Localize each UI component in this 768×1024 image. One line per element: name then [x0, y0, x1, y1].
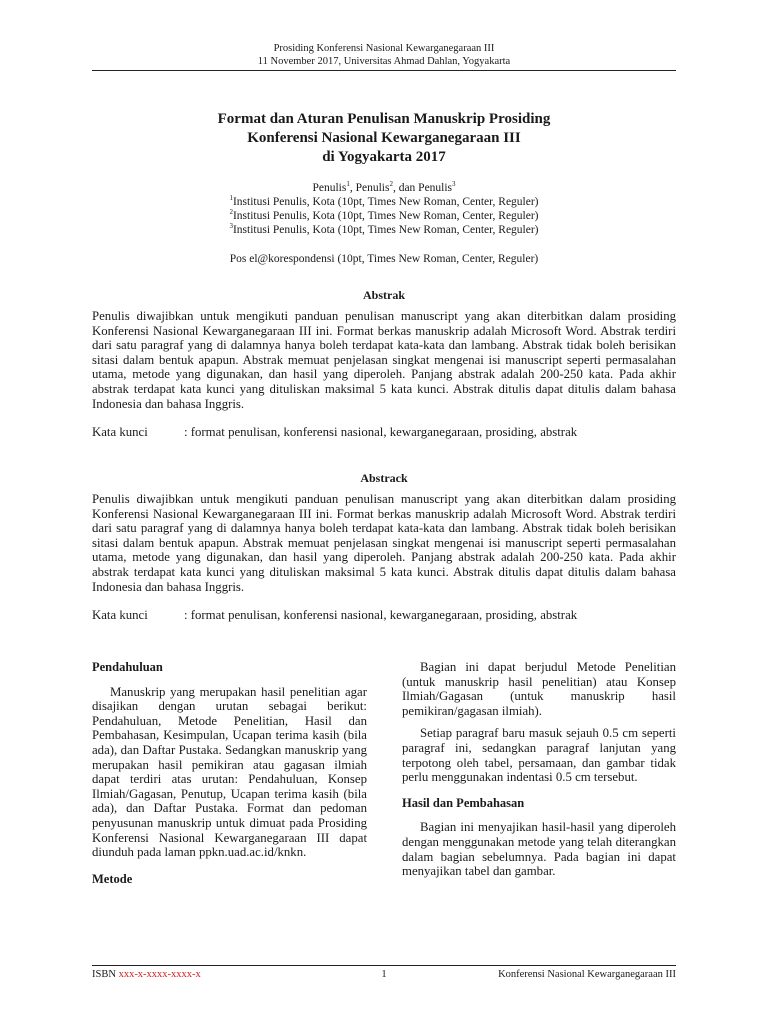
left-column	[92, 660, 367, 886]
keywords-en	[92, 608, 676, 623]
author-2-sup: 2	[389, 180, 393, 189]
keywords-en-label: Kata kunci	[92, 608, 148, 622]
abstract-en-text: Penulis diwajibkan untuk mengikuti panduan penulisan manuscript yang akan diterbitkan dalam prosiding Konferensi Nasional Kewarganegaraan III ini. Format berkas manuskrip adalah Microsoft Word. Abstrak terdiri dari satu paragraf yang di dalamnya hanya boleh terdapat kata-kata dan lambang. Abstrak tidak boleh berisikan sitasi dalam bentuk apapun. Abstrak memuat penjelasan singkat mengenai isi manuscript seperti permasalahan utama, metode yang digunakan, dan hasil yang diperoleh. Panjang abstrak adalah 200-250 kata. Pada akhir abstrak terdapat kata kunci yang dituliskan maksimal 5 kata kunci. Abstrak ditulis dapat ditulis dalam bahasa Indonesia dan bahasa Inggris.	[92, 492, 676, 594]
affiliation-3: $^3$Institusi Penulis, Kota (10pt, Times New Roman, Center, Reguler)	[229, 222, 539, 236]
keywords	[92, 425, 676, 440]
isbn-label: ISBN	[92, 969, 119, 980]
keywords-label: Kata kunci	[92, 425, 148, 439]
author-2: Penulis	[355, 182, 390, 194]
author-block	[92, 181, 676, 237]
author-3-sup: 3	[452, 180, 456, 189]
abstract-en-heading: Abstrack	[360, 471, 408, 485]
metode-paragraph-1: Bagian ini dapat berjudul Metode Penelitian (untuk manuskrip hasil penelitian) atau Konsep Ilmiah/Gagasan (untuk manuskrip hasil pemikiran/gagasan ilmiah).	[402, 660, 676, 718]
abstract-heading: Abstrak	[362, 288, 405, 302]
header-rule	[92, 70, 676, 71]
pendahuluan-paragraph: Manuskrip yang merupakan hasil penelitian agar disajikan dengan urutan sebagai berikut: Pendahuluan, Metode Penelitian, Hasil dan Pembahasan, Kesimpulan, Ucapan terima kasih (bila ada), dan Daftar Pustaka. Sedangkan manuskrip yang merupakan hasil pemikiran atau gagasan ilmiah dapat terdiri atas urutan: Pendahuluan, Konsep Ilmiah/Gagasan, Penutup, Ucapan terima kasih (bila ada), dan Daftar Pustaka. Format dan pedoman penyusunan manuskrip untuk dimuat pada Prosiding Konferensi Nasional Kewarganegaraan III dapat diunduh pada laman ppkn.uad.ac.id/knkn.	[92, 684, 367, 860]
keywords-value: : format penulisan, konferensi nasional, kewarganegaraan, prosiding, abstrak	[184, 425, 578, 439]
section-heading-pendahuluan: Pendahuluan	[92, 660, 163, 674]
affiliation-2: $^2$Institusi Penulis, Kota (10pt, Times New Roman, Center, Reguler)	[229, 208, 539, 222]
abstract-text: Penulis diwajibkan untuk mengikuti panduan penulisan manuscript yang akan diterbitkan dalam prosiding Konferensi Nasional Kewarganegaraan III ini. Format berkas manuskrip adalah Microsoft Word. Abstrak terdiri dari satu paragraf yang di dalamnya hanya boleh terdapat kata-kata dan lambang. Abstrak tidak boleh berisikan sitasi dalam bentuk apapun. Abstrak memuat penjelasan singkat mengenai isi manuscript seperti permasalahan utama, metode yang digunakan, dan hasil yang diperoleh. Panjang abstrak adalah 200-250 kata. Pada akhir abstrak terdapat kata kunci yang dituliskan maksimal 5 kata kunci. Abstrak ditulis dapat ditulis dalam bahasa Indonesia dan bahasa Inggris.	[92, 309, 676, 411]
hasil-paragraph: Bagian ini menyajikan hasil-hasil yang diperoleh dengan menggunakan metode yang telah diterangkan dalam bagian sebelumnya. Pada bagian ini dapat menyajikan tabel dan gambar.	[402, 820, 676, 879]
paper-title	[92, 110, 676, 167]
footer-rule	[92, 965, 676, 966]
title-line-2: Konferensi Nasional Kewarganegaraan III	[247, 130, 521, 146]
title-line-3: di Yogyakarta 2017	[322, 149, 446, 165]
isbn-number: xxx-x-xxxx-xxxx-x	[118, 969, 201, 980]
header-line-1: Prosiding Konferensi Nasional Kewarganegaraan III	[273, 43, 495, 54]
title-line-1: Format dan Aturan Penulisan Manuskrip Prosiding	[217, 111, 551, 127]
affiliation-1: $^1$Institusi Penulis, Kota (10pt, Times New Roman, Center, Reguler)	[229, 194, 539, 208]
author-names: Penulis$^1$, Penulis$^2$, dan Penulis$^3$	[312, 180, 456, 194]
keywords-en-value: : format penulisan, konferensi nasional, kewarganegaraan, prosiding, abstrak	[184, 608, 578, 622]
metode-paragraph-2: Setiap paragraf baru masuk sejauh 0.5 cm seperti paragraf ini, sedangkan paragraf lanjutan yang terpotong oleh tabel, persamaan, dan gambar tidak perlu menggunakan indentasi 0.5 cm tersebut.	[402, 726, 676, 785]
author-3: Penulis	[418, 182, 453, 194]
author-1-sup: 1	[346, 180, 350, 189]
section-heading-hasil: Hasil dan Pembahasan	[402, 795, 525, 810]
right-column	[402, 660, 676, 879]
page-number: 1	[381, 969, 387, 980]
section-heading-metode: Metode	[92, 871, 133, 886]
footer-conference-name: Konferensi Nasional Kewarganegaraan III	[498, 969, 676, 980]
running-header	[92, 42, 676, 68]
author-1: Penulis	[312, 182, 347, 194]
correspondence-email: Pos el@korespondensi (10pt, Times New Roman, Center, Reguler)	[229, 253, 539, 265]
header-line-2: 11 November 2017, Universitas Ahmad Dahlan, Yogyakarta	[257, 56, 511, 67]
